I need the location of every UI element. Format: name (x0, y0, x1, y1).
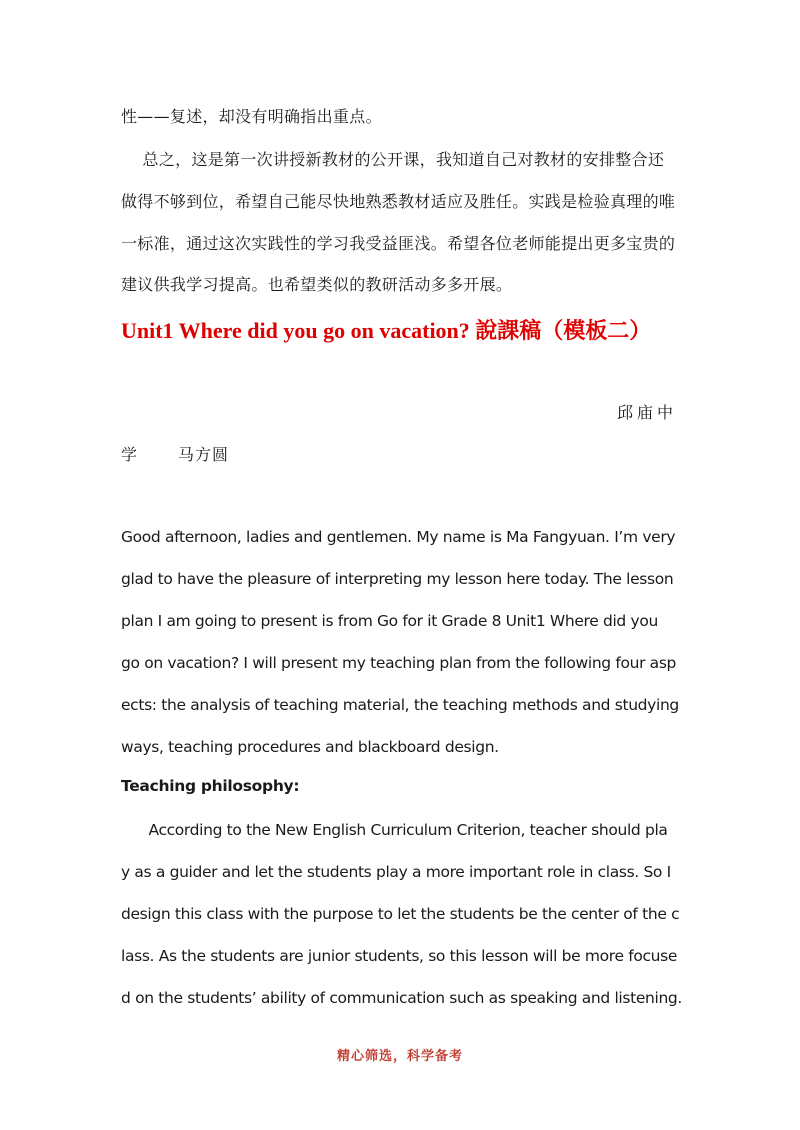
philosophy-line: lass. As the students are junior students, so this lesson will be more focuse (121, 947, 678, 965)
summary-line: 一标准，通过这次实践性的学习我受益匪浅。希望各位老师能提出更多宝贵的 (121, 234, 676, 253)
philosophy-line: y as a guider and let the students play a more important role in class. So I (121, 863, 671, 881)
intro-line: ects: the analysis of teaching material, the teaching methods and studying (121, 696, 679, 714)
summary-line: 建议供我学习提高。也希望类似的教研活动多多开展。 (121, 275, 513, 294)
philosophy-line: design this class with the purpose to let the students be the center of the c (121, 905, 680, 923)
summary-line: 性——复述，却没有明确指出重点。 (121, 107, 382, 126)
philosophy-line: d on the students’ ability of communication such as speaking and listening. (121, 989, 682, 1007)
intro-line: Good afternoon, ladies and gentlemen. My name is Ma Fangyuan. I’m very (121, 528, 676, 546)
document-title: Unit1 Where did you go on vacation? 說課稿（模板二） (121, 318, 652, 343)
philosophy-line: According to the New English Curriculum Criterion, teacher should pla (121, 821, 668, 839)
author-school: 邱庙中 (616, 403, 677, 422)
intro-line: go on vacation? I will present my teaching plan from the following four asp (121, 654, 677, 672)
intro-line: glad to have the pleasure of interpreting my lesson here today. The lesson (121, 570, 674, 588)
author-school-continued: 学 (121, 445, 138, 464)
intro-line: plan I am going to present is from Go for it Grade 8 Unit1 Where did you (121, 612, 658, 630)
page-footer: 精心筛选，科学备考 (336, 1049, 463, 1064)
intro-line: ways, teaching procedures and blackboard design. (121, 738, 499, 756)
section-heading: Teaching philosophy: (121, 777, 300, 795)
author-name: 马方圆 (178, 445, 230, 464)
summary-line: 总之，这是第一次讲授新教材的公开课，我知道自己对教材的安排整合还 (121, 150, 665, 169)
summary-line: 做得不够到位，希望自己能尽快地熟悉教材适应及胜任。实践是检验真理的唯 (121, 192, 676, 211)
